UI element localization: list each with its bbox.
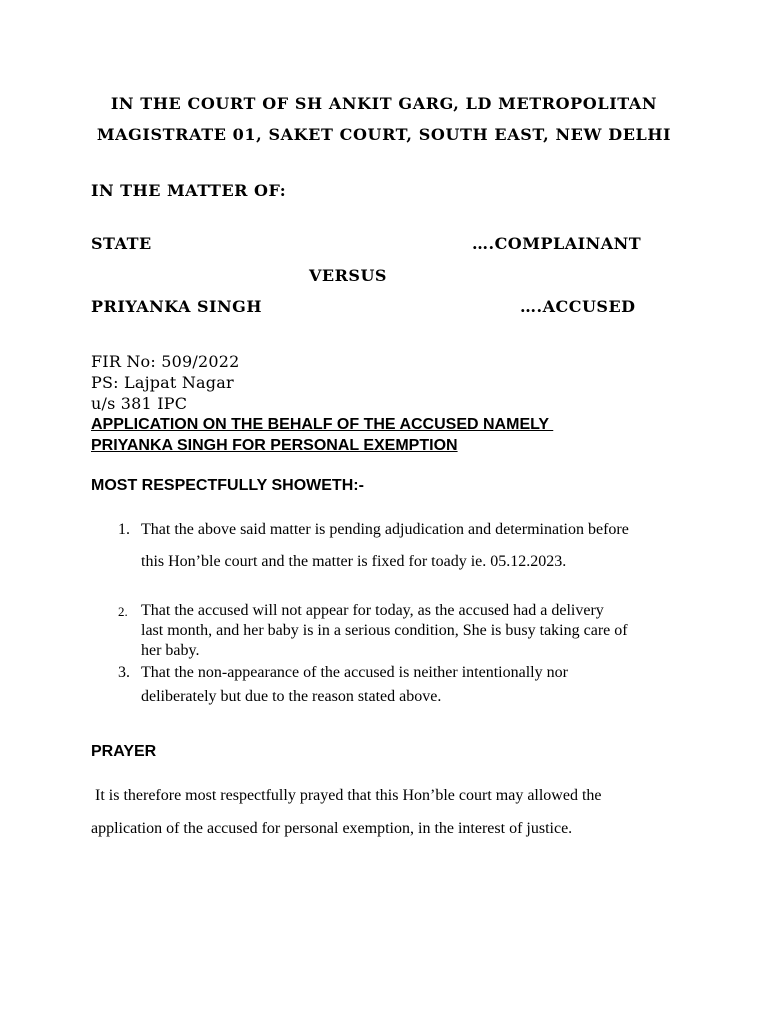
list-item-line: this Hon’ble court and the matter is fixed for toady ie. 05.12.2023.	[141, 553, 567, 570]
accused-name: PRIYANKA SINGH	[91, 297, 262, 316]
complainant-name: STATE	[91, 234, 152, 253]
list-item-line: That the above said matter is pending adjudication and determination before	[141, 521, 629, 538]
list-item-line: That the accused will not appear for today, as the accused had a delivery	[141, 602, 604, 619]
list-item-line: her baby.	[141, 642, 200, 659]
application-title-line-1: APPLICATION ON THE BEHALF OF THE ACCUSED NAMELY	[91, 416, 554, 433]
item-number: 3.	[118, 664, 130, 681]
list-item-line: That the non-appearance of the accused is neither intentionally nor	[141, 664, 568, 681]
prayer-text-line-2: application of the accused for personal exemption, in the interest of justice.	[91, 820, 573, 837]
versus-label: VERSUS	[309, 266, 387, 285]
prayer-text-line-1: It is therefore most respectfully prayed that this Hon’ble court may allowed the	[91, 787, 602, 804]
accused-role: ….ACCUSED	[520, 297, 636, 316]
list-item-line: deliberately but due to the reason stated above.	[141, 688, 442, 705]
showeth-heading: MOST RESPECTFULLY SHOWETH:-	[91, 477, 364, 494]
fir-number: FIR No: 509/2022	[91, 352, 240, 371]
court-header-line-1: IN THE COURT OF SH ANKIT GARG, LD METROPOLITAN	[110, 94, 658, 113]
court-header-line-2: MAGISTRATE 01, SAKET COURT, SOUTH EAST, NEW DELHI	[96, 125, 672, 144]
ipc-section: u/s 381 IPC	[91, 394, 188, 413]
item-number: 1.	[118, 521, 130, 538]
matter-heading: IN THE MATTER OF:	[91, 181, 287, 200]
list-item-line: last month, and her baby is in a serious condition, She is busy taking care of	[141, 622, 628, 639]
application-title-line-2: PRIYANKA SINGH FOR PERSONAL EXEMPTION	[91, 437, 458, 454]
item-number: 2.	[118, 604, 128, 619]
prayer-heading: PRAYER	[91, 743, 157, 760]
police-station: PS: Lajpat Nagar	[91, 373, 234, 392]
complainant-role: ….COMPLAINANT	[472, 234, 642, 253]
